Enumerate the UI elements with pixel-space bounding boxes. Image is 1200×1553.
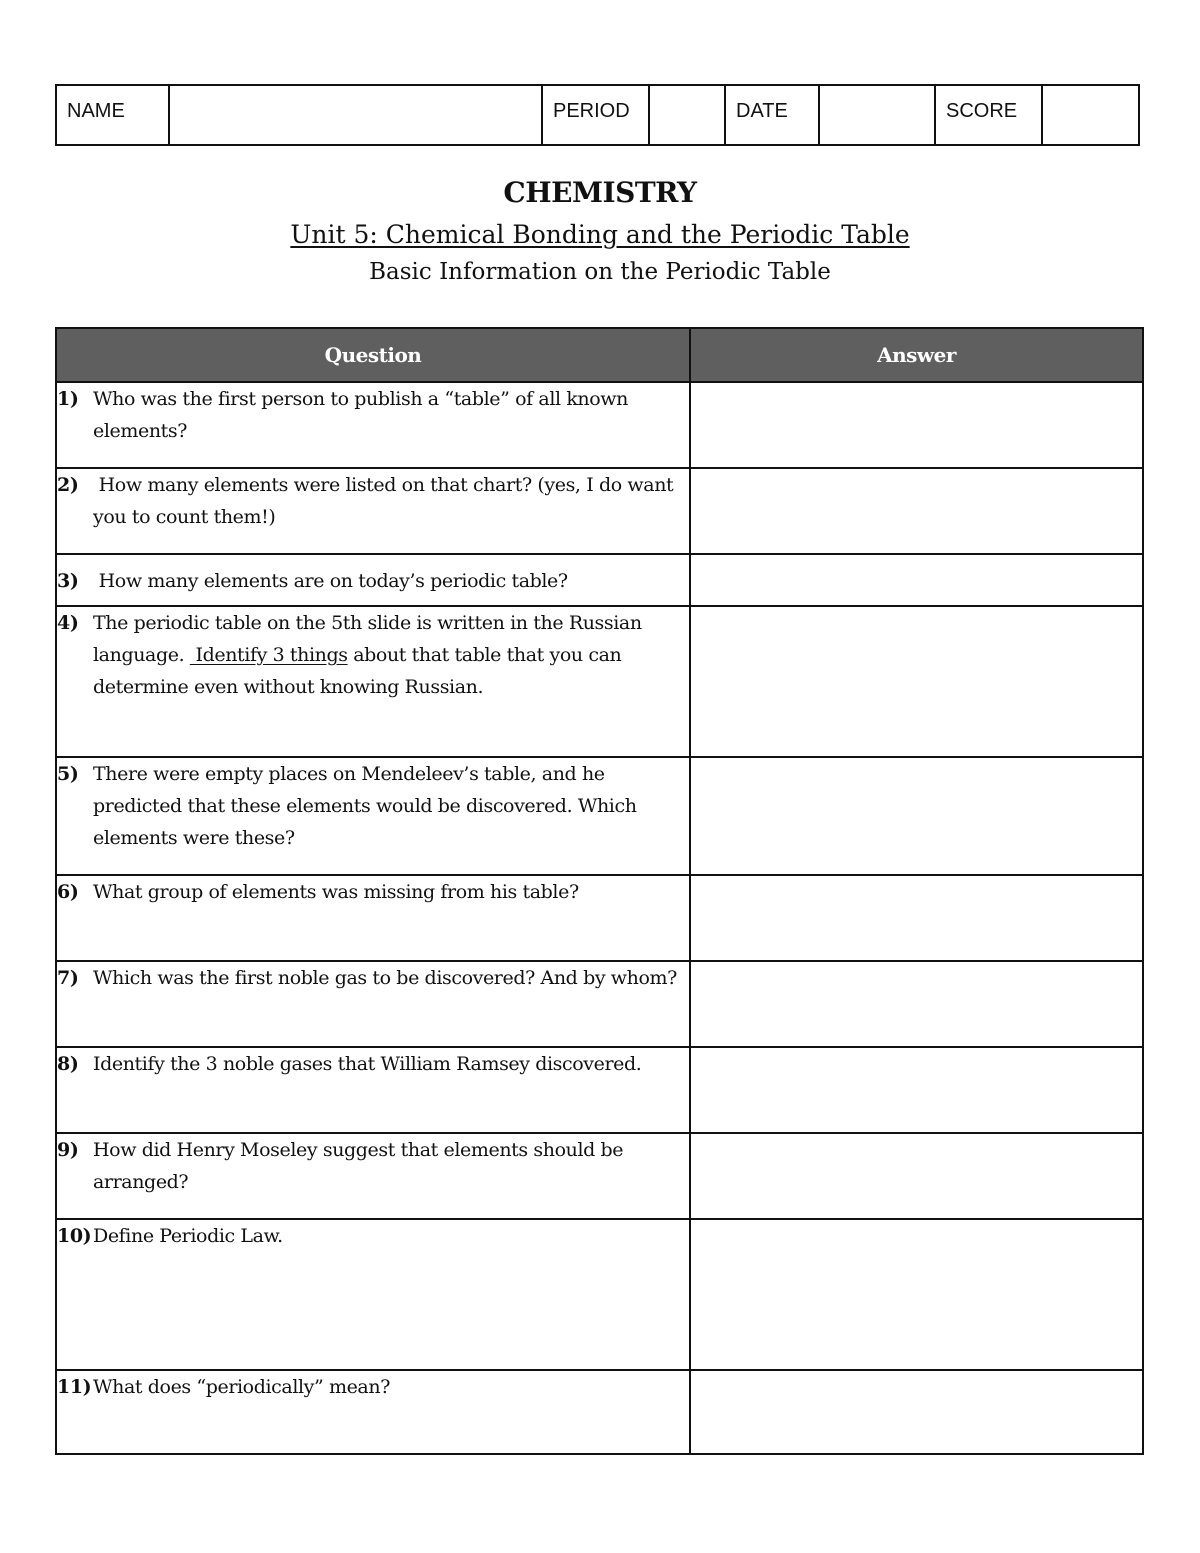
question-cell <box>56 1047 690 1133</box>
score-label: SCORE <box>935 85 1042 145</box>
period-field[interactable] <box>649 85 725 145</box>
question-number: 8) <box>57 1053 79 1075</box>
table-row <box>56 468 1143 554</box>
table-row <box>56 875 1143 961</box>
question-cell <box>56 1370 690 1454</box>
name-label: NAME <box>56 85 169 145</box>
question-column-header: Question <box>56 328 690 382</box>
question-number: 7) <box>57 967 79 989</box>
answer-cell[interactable] <box>690 961 1143 1047</box>
question-cell <box>56 606 690 757</box>
question-number: 11) <box>57 1376 92 1398</box>
table-row <box>56 961 1143 1047</box>
unit-title: Unit 5: Chemical Bonding and the Periodic Table <box>290 220 910 249</box>
question-emphasis: Identify 3 things <box>189 644 348 666</box>
question-cell <box>56 961 690 1047</box>
question-cell <box>56 757 690 875</box>
date-label: DATE <box>725 85 819 145</box>
answer-cell[interactable] <box>690 1047 1143 1133</box>
question-text: How many elements were listed on that chart? (yes, I do want you to count them!) <box>93 474 679 528</box>
questions-table <box>55 327 1144 1455</box>
answer-column-header: Answer <box>690 328 1143 382</box>
answer-cell[interactable] <box>690 1219 1143 1370</box>
answer-cell[interactable] <box>690 1370 1143 1454</box>
question-text: There were empty places on Mendeleev’s table, and he predicted that these elements would be discovered. Which elements were these? <box>93 763 637 849</box>
answer-cell[interactable] <box>690 875 1143 961</box>
table-row <box>56 1219 1143 1370</box>
period-label: PERIOD <box>542 85 649 145</box>
answer-cell[interactable] <box>690 468 1143 554</box>
question-cell <box>56 1219 690 1370</box>
answer-cell[interactable] <box>690 1133 1143 1219</box>
question-text: How many elements are on today’s periodic table? <box>93 570 568 592</box>
question-text: Define Periodic Law. <box>93 1225 283 1247</box>
question-text: What does “periodically” mean? <box>93 1376 390 1398</box>
name-field[interactable] <box>169 85 542 145</box>
table-row <box>56 382 1143 468</box>
table-row <box>56 1370 1143 1454</box>
table-row <box>56 1133 1143 1219</box>
question-number: 6) <box>57 881 79 903</box>
table-row <box>56 1047 1143 1133</box>
question-cell <box>56 468 690 554</box>
question-text: Which was the first noble gas to be discovered? And by whom? <box>93 967 677 989</box>
question-text: How did Henry Moseley suggest that elements should be arranged? <box>93 1139 624 1193</box>
question-text-part: about that table that you can determine even without knowing Russian. <box>93 644 628 698</box>
question-cell <box>56 875 690 961</box>
question-number: 3) <box>57 570 79 592</box>
question-cell <box>56 1133 690 1219</box>
question-number: 9) <box>57 1139 79 1161</box>
table-row <box>56 606 1143 757</box>
date-field[interactable] <box>819 85 935 145</box>
question-cell <box>56 382 690 468</box>
question-number: 10) <box>57 1225 92 1247</box>
question-text-part: The periodic table on the 5th slide is written in the Russian language. <box>93 612 648 666</box>
question-text: Who was the first person to publish a “table” of all known elements? <box>93 388 629 442</box>
student-info-table <box>55 84 1140 146</box>
score-field[interactable] <box>1042 85 1139 145</box>
table-row <box>56 757 1143 875</box>
question-text <box>93 607 689 703</box>
question-number: 1) <box>57 388 79 410</box>
answer-cell[interactable] <box>690 606 1143 757</box>
page-subtitle: Basic Information on the Periodic Table <box>369 259 831 285</box>
page-title: CHEMISTRY <box>503 176 697 209</box>
question-text: What group of elements was missing from his table? <box>93 881 579 903</box>
question-number: 2) <box>57 474 79 496</box>
answer-cell[interactable] <box>690 382 1143 468</box>
question-text: Identify the 3 noble gases that William Ramsey discovered. <box>93 1053 642 1075</box>
question-number: 5) <box>57 763 79 785</box>
answer-cell[interactable] <box>690 554 1143 606</box>
question-cell <box>56 554 690 606</box>
question-number: 4) <box>57 612 79 634</box>
answer-cell[interactable] <box>690 757 1143 875</box>
table-row <box>56 554 1143 606</box>
